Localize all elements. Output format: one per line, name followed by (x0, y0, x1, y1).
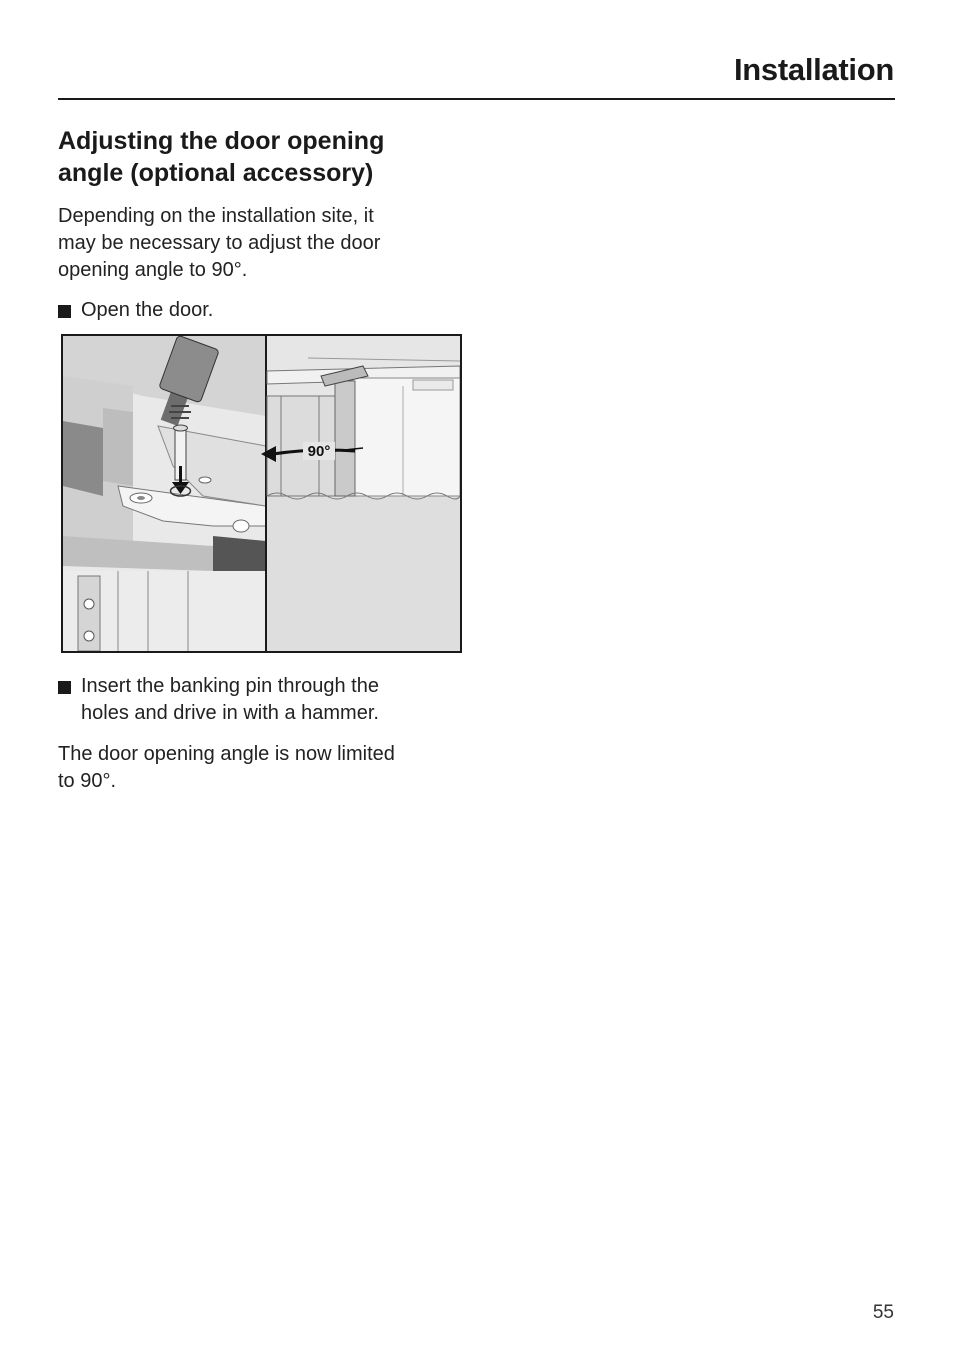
step-insert-pin (58, 673, 458, 727)
result-line-1: The door opening angle is now limited (58, 743, 395, 765)
intro-line-2: may be necessary to adjust the door (58, 232, 381, 254)
result-line-2: to 90°. (58, 770, 117, 792)
intro-paragraph (58, 203, 458, 284)
page-header-title: Installation (733, 52, 894, 87)
intro-line-3: opening angle to 90°. (58, 259, 248, 281)
header-divider (58, 98, 895, 100)
right-panel-illustration (267, 336, 460, 651)
installation-illustration (61, 334, 462, 653)
result-paragraph (58, 741, 458, 795)
step-2-line-2: holes and drive in with a hammer. (81, 702, 379, 724)
step-2-line-1: Insert the banking pin through the (81, 675, 379, 697)
step-1-text: Open the door. (81, 299, 214, 321)
step-open-door (58, 297, 458, 324)
section-title (58, 125, 458, 189)
intro-line-1: Depending on the installation site, it (58, 205, 374, 227)
bullet-square-icon (58, 305, 71, 318)
section-title-line-1: Adjusting the door opening (58, 127, 385, 155)
section-title-line-2: angle (optional accessory) (58, 159, 374, 187)
bullet-square-icon (58, 681, 71, 694)
page-number: 55 (872, 1302, 894, 1323)
angle-label: 90° (307, 443, 331, 460)
